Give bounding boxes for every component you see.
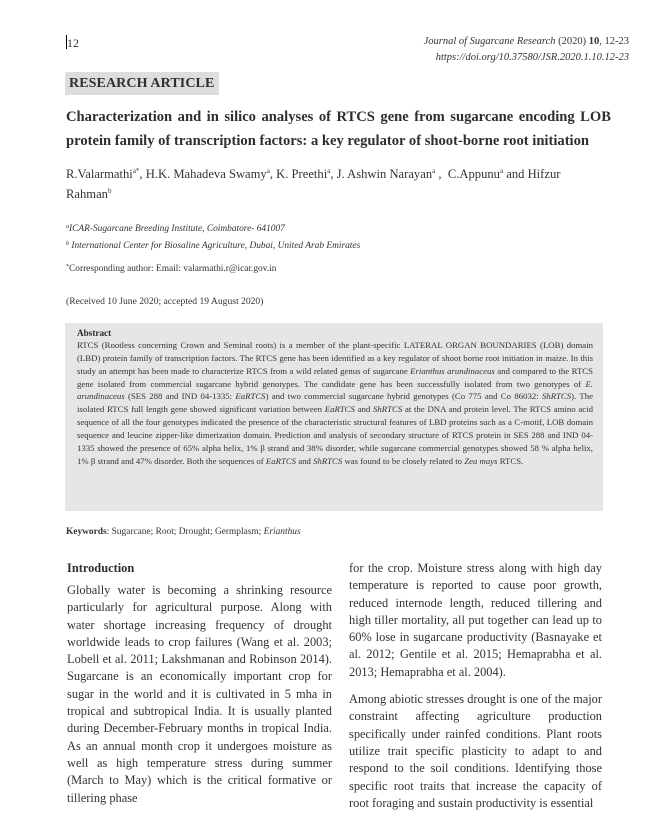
introduction-heading: Introduction xyxy=(67,561,135,575)
received-dates: (Received 10 June 2020; accepted 19 August 2020) xyxy=(66,296,264,307)
abstract-text xyxy=(77,339,593,467)
section-label: RESEARCH ARTICLE xyxy=(65,72,219,95)
abstract-text-run: (SES 288 and IND 04-1335: xyxy=(124,391,236,402)
affiliation-a-text: ICAR-Sugarcane Breeding Institute, Coimbatore- 641007 xyxy=(69,224,285,234)
abstract-text-run: ). The isolated RTCS full length gene showed significant variation between xyxy=(77,391,593,415)
author-affiliation-marker: a xyxy=(266,167,270,175)
author-name: Hifzur Rahman xyxy=(66,167,561,201)
corresponding-text: Corresponding author: Email: valarmathi.r@icar.gov.in xyxy=(69,264,277,274)
author-affiliation-marker: a* xyxy=(132,167,140,175)
abstract-text-run: and xyxy=(296,455,314,466)
abstract-box xyxy=(65,323,603,511)
affiliation-b-text: International Center for Biosaline Agriculture, Dubai, United Arab Emirates xyxy=(69,241,361,251)
journal-year: (2020) xyxy=(558,36,587,47)
abstract-italic-term: Zea mays xyxy=(464,455,498,466)
author-separator: , xyxy=(330,167,337,181)
abstract-italic-term: EaRTCS xyxy=(324,404,355,415)
left-column xyxy=(67,560,332,807)
corresponding-author xyxy=(66,264,276,274)
intro-paragraph-1: Globally water is becoming a shrinking resource particularly for agricultural purpose. Along with water shortage increasing frequency of drought worldwide leads to crop failures (Wang et al. 2003; Lobell et al. 2011; Lakshmanan and Robinson 2014). Sugarcane is an economically important crop for sugar in the world and it is cultivated in 5 mha in tropical and subtropical India. It is usually planted during December-February months in tropical India. As an annual month crop it undergoes moisture as well as high temperature stress during summer (March to May) which is the critical formative or tillering phase xyxy=(67,583,332,805)
abstract-text-run: RTCS. xyxy=(497,455,524,466)
author-name: J. Ashwin Narayan xyxy=(336,167,433,181)
author-affiliation-marker: a xyxy=(432,167,436,175)
abstract-text-run: and xyxy=(354,404,374,415)
abstract-italic-term: E. arundinaceus xyxy=(77,378,593,402)
author-list xyxy=(66,164,596,204)
journal-pages: , 12-23 xyxy=(599,36,629,47)
doi-link[interactable] xyxy=(424,50,629,66)
abstract-italic-term: ShRTCS xyxy=(313,455,343,466)
author-affiliation-marker: b xyxy=(107,187,112,195)
article-title: Characterization and in silico analyses of RTCS gene from sugarcane encoding LOB protein family of transcription factors: a key regulator of shoot-borne root initiation xyxy=(66,109,611,149)
author-separator: , xyxy=(269,167,277,181)
author-affiliation-marker: a xyxy=(499,167,504,175)
author-name: K. Preethi xyxy=(276,167,328,181)
affiliation-a-marker: a xyxy=(66,224,69,230)
doi-text[interactable]: https://doi.org/10.37580/JSR.2020.1.10.12-23 xyxy=(435,52,629,63)
abstract-italic-term: EaRTCS xyxy=(265,455,297,466)
journal-citation xyxy=(424,34,629,66)
abstract-text-run: was found to be closely related to xyxy=(342,455,465,466)
right-column xyxy=(349,560,602,812)
intro-paragraph-2: for the crop. Moisture stress along with high day temperature is reported to cause poor growth, reduced internode length, reduced tillering and high tiller mortality, all put together can lead up to 60% lose in sugarcane productivity (Basnayake et al. 2012; Gentile et al. 2015; Hemaprabha et al. 2013; Hemaprabha et al. 2004). xyxy=(349,561,602,679)
abstract-italic-term: EaRTCS xyxy=(235,391,266,402)
affiliation-b-marker: b xyxy=(66,241,69,247)
author-separator: and xyxy=(503,167,528,181)
keywords-italic-item: Erianthus xyxy=(263,527,301,537)
page-number-text: 12 xyxy=(67,36,79,50)
abstract-heading: Abstract xyxy=(77,328,112,338)
affiliation-b xyxy=(66,238,360,255)
abstract-italic-term: Erianthus arundinaceus xyxy=(410,365,495,376)
keywords xyxy=(66,527,301,537)
abstract-italic-term: ShRTCS xyxy=(373,404,403,415)
abstract-text-run: and compared to the RTCS gene isolated from commercial sugarcane hybrid genotypes. The candidate gene has been successfully isolated from two genotypes of xyxy=(77,365,594,389)
author-name: C.Appunu xyxy=(447,167,500,181)
abstract-text-run: ) and two commercial sugarcane hybrid genotypes (Co 775 and Co 86032: xyxy=(265,391,542,402)
keywords-items: : Sugarcane; Root; Drought; Germplasm; xyxy=(106,527,264,537)
intro-paragraph-3: Among abiotic stresses drought is one of the major constraint affecting agriculture production specifically under rainfed conditions. Plant roots utilize trait specific plasticity to adapt to and respond to the soil conditions. Identifying those specific root traits that increase the capacity of root foraging and sustain productivity is essential xyxy=(349,692,602,810)
journal-volume: 10 xyxy=(588,36,600,47)
affiliation-a xyxy=(66,221,360,238)
page-number xyxy=(66,35,79,51)
author-name: R.Valarmathi xyxy=(66,167,133,181)
author-separator: , xyxy=(435,167,448,181)
abstract-text-run: at the DNA and protein level. The RTCS amino acid sequence of all the four genotypes indicated the presence of the characteristic structural features of LBD proteins such as a C-motif, LOB domain sequence and leucine zipper-like dimerization domain. Prediction and analysis of secondary structure of RTCS protein in SES 288 and IND 04-1335 showed the presence of 65% alpha helix, 1% β strand and 38% disorder, while sugarcane commercial genotypes showed 58 % alpha helix, 1% β strand and 47% disorder. Both the sequences of xyxy=(77,404,593,466)
author-name: H.K. Mahadeva Swamy xyxy=(145,167,267,181)
journal-name: Journal of Sugarcane Research xyxy=(423,36,556,47)
keywords-label: Keywords xyxy=(66,527,107,537)
corresponding-marker: * xyxy=(66,264,69,270)
author-separator: , xyxy=(139,167,146,181)
author-affiliation-marker: a xyxy=(327,167,331,175)
abstract-italic-term: ShRTCS xyxy=(541,391,572,402)
affiliations xyxy=(66,221,360,255)
journal-line xyxy=(424,34,629,50)
abstract-text-run: RTCS (Rootless concerning Crown and Seminal roots) is a member of the plant-specific LATERAL ORGAN BOUNDARIES (LOB) domain (LBD) protein family of transcription factors. The RTCS gene has been identified as a key regulator of shoot borne root initiation in maize. In this study an attempt has been made to characterize RTCS from a wild related genus of sugarcane xyxy=(77,340,593,376)
